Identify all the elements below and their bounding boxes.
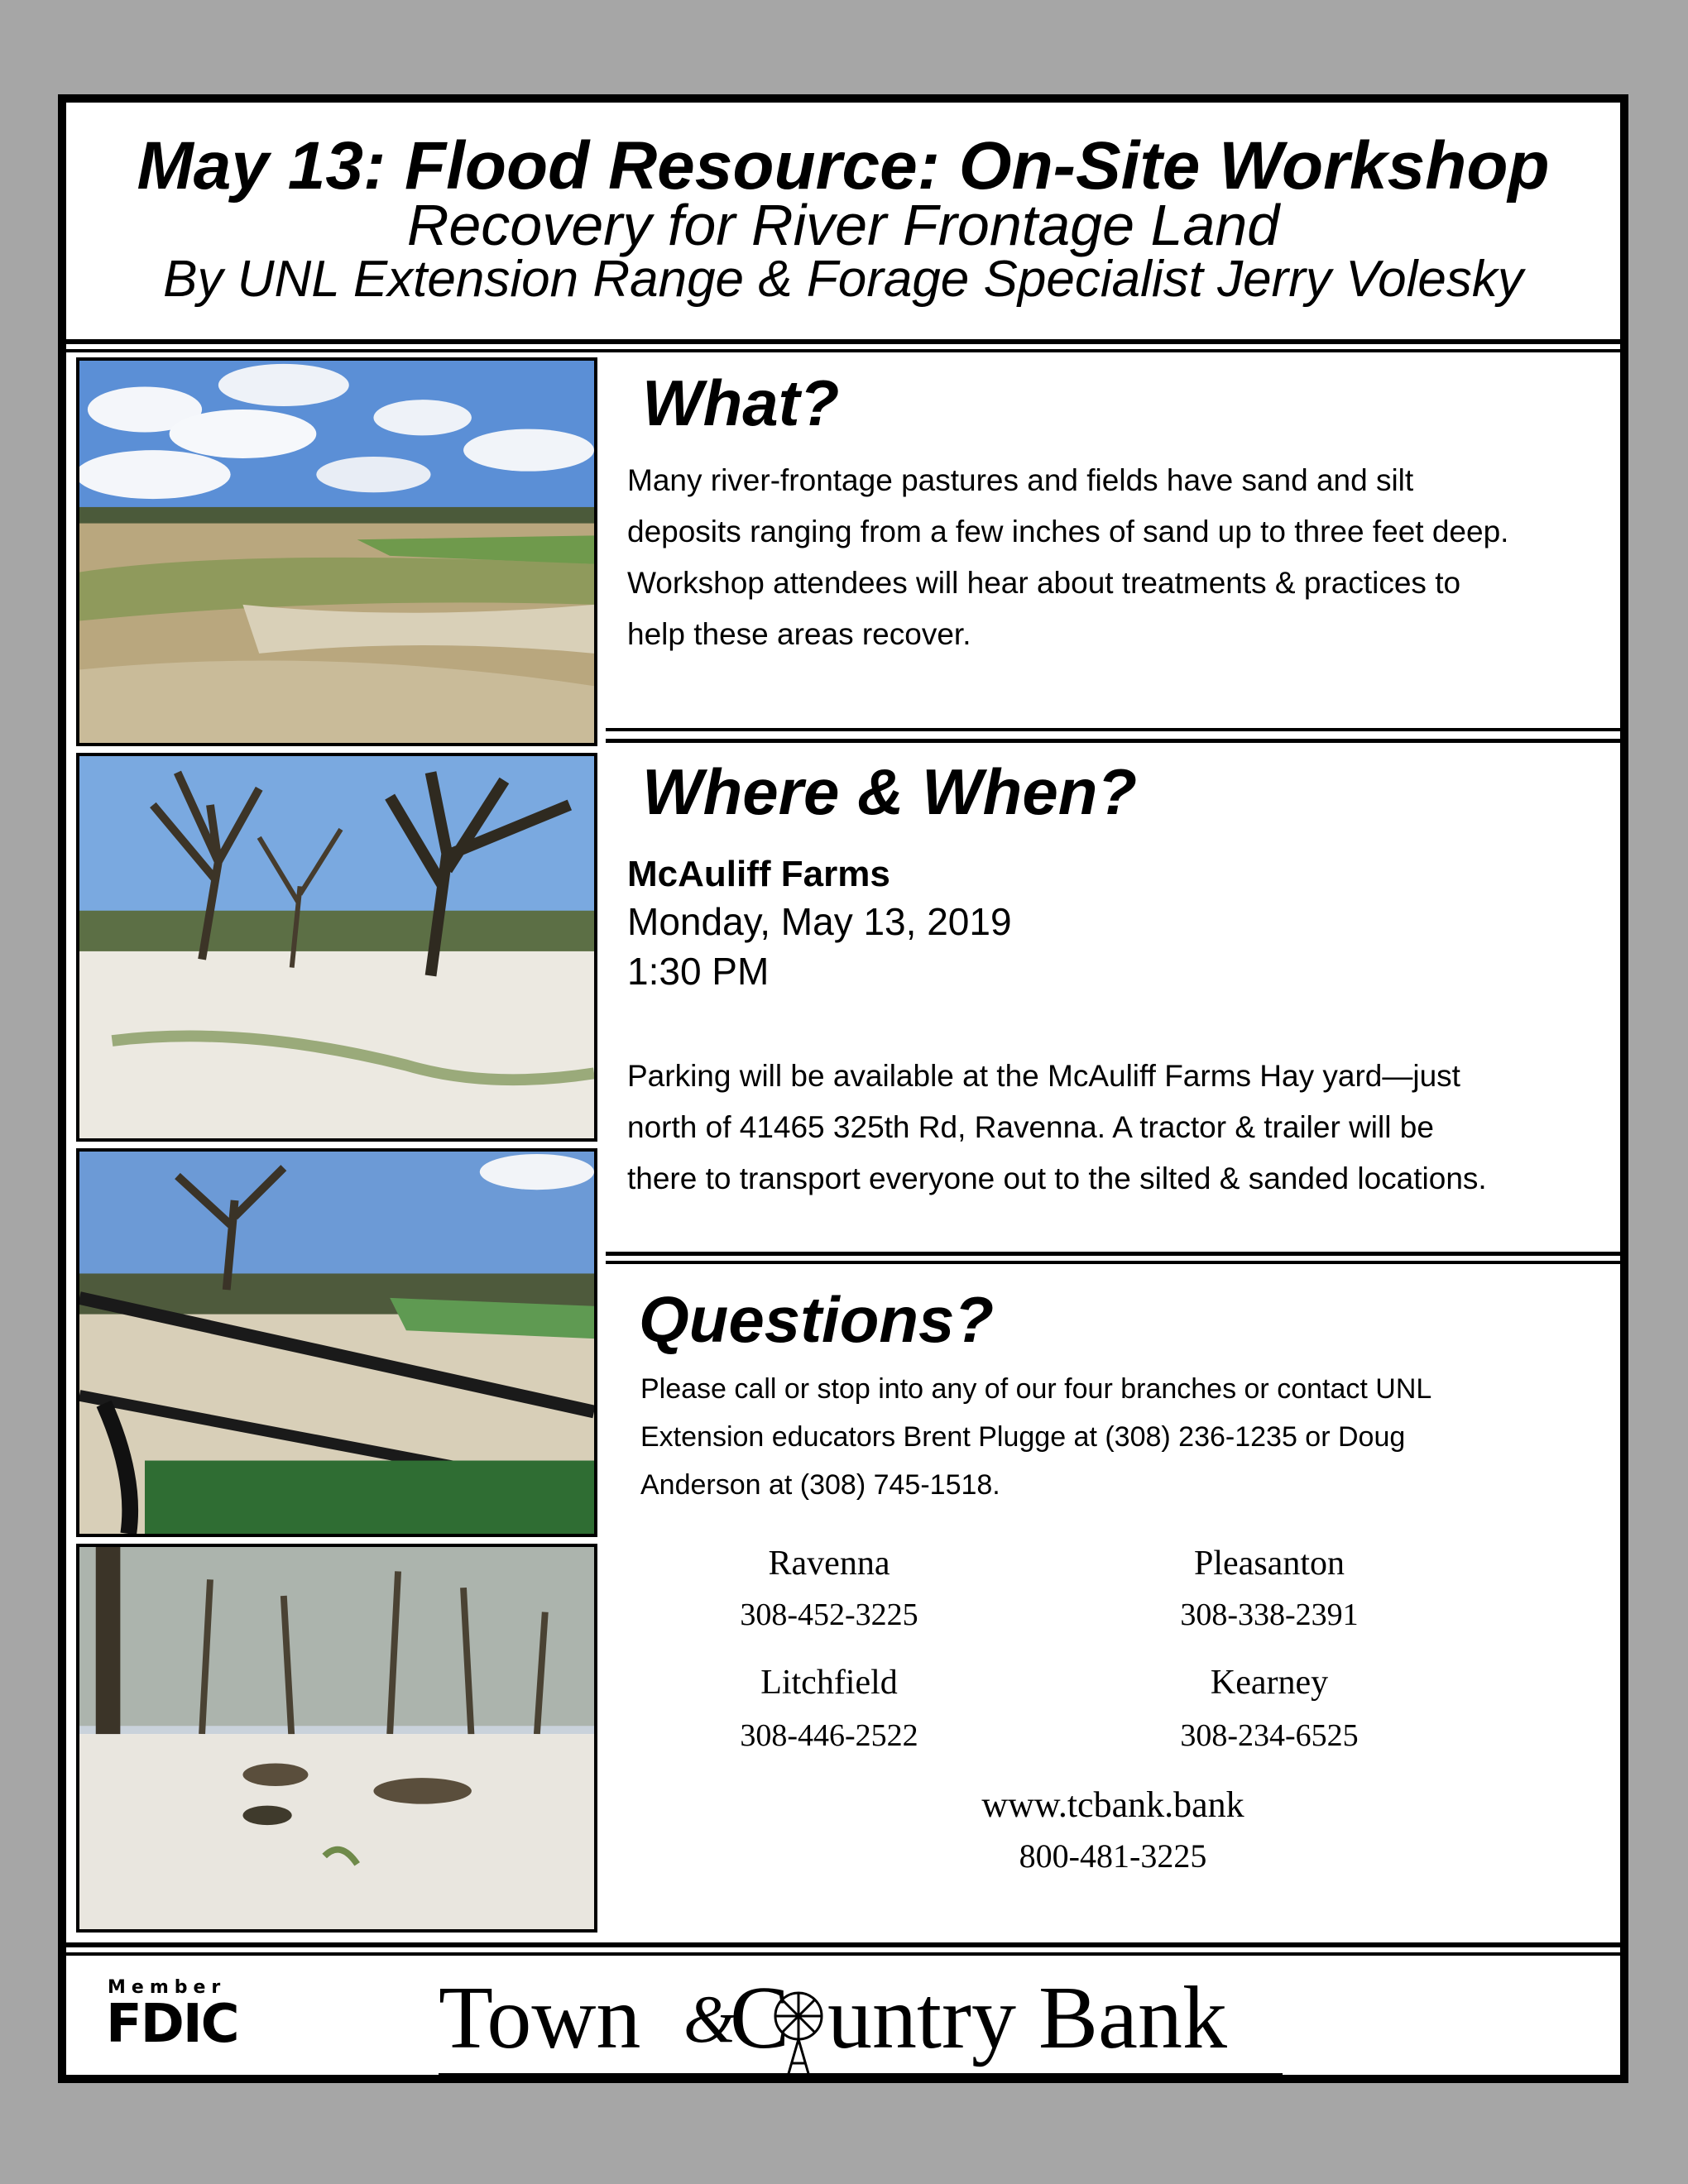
- bank-name-untry: untry Bank: [827, 1969, 1227, 2067]
- questions-line-3: Anderson at (308) 745-1518.: [640, 1469, 1000, 1501]
- vehicle-view-photo: [76, 1148, 597, 1537]
- flyer-byline: By UNL Extension Range & Forage Specialist Jerry Volesky: [163, 251, 1523, 308]
- event-time: 1:30 PM: [627, 950, 770, 993]
- what-line-2: deposits ranging from a few inches of sand up to three feet deep.: [627, 515, 1509, 548]
- bank-logo: [439, 1959, 1316, 2083]
- sanded-trees-photo: [76, 753, 597, 1142]
- flyer-title: May 13: Flood Resource: On-Site Workshop: [137, 128, 1550, 204]
- branch-litchfield-phone[interactable]: 308-446-2522: [740, 1718, 918, 1753]
- what-section: [606, 351, 1620, 743]
- flyer-page: [58, 94, 1628, 2083]
- bank-website-link[interactable]: www.tcbank.bank: [981, 1784, 1244, 1825]
- branch-ravenna-name: Ravenna: [768, 1545, 890, 1583]
- what-line-1: Many river-frontage pastures and fields have sand and silt: [627, 463, 1414, 497]
- where-when-heading: Where & When?: [642, 755, 1137, 828]
- bank-ampersand: &: [683, 1981, 736, 2057]
- where-divider: [606, 1261, 1620, 1264]
- sandy-pasture-photo: [76, 357, 597, 746]
- footer-divider-top: [66, 1942, 1620, 1947]
- windmill-icon: [770, 1987, 827, 2078]
- parking-line-2: north of 41465 325th Rd, Ravenna. A tractor & trailer will be: [627, 1110, 1434, 1144]
- what-line-3: Workshop attendees will hear about treatments & practices to: [627, 566, 1461, 600]
- questions-line-1: Please call or stop into any of our four branches or contact UNL: [640, 1373, 1432, 1405]
- what-line-4: help these areas recover.: [627, 617, 971, 651]
- branch-kearney-name: Kearney: [1210, 1664, 1329, 1702]
- toll-free-phone[interactable]: 800-481-3225: [1019, 1837, 1207, 1875]
- event-date: Monday, May 13, 2019: [627, 900, 1012, 943]
- branch-kearney-phone[interactable]: 308-234-6525: [1180, 1718, 1359, 1753]
- footer-divider-bottom: [66, 1952, 1620, 1956]
- questions-heading: Questions?: [639, 1283, 995, 1356]
- what-heading: What?: [642, 366, 840, 439]
- bank-name-c: C: [730, 1969, 790, 2067]
- branch-pleasanton-name: Pleasanton: [1194, 1545, 1345, 1583]
- branch-pleasanton-phone[interactable]: 308-338-2391: [1180, 1597, 1359, 1632]
- bank-name-town: Town: [439, 1969, 641, 2067]
- what-divider: [606, 728, 1620, 731]
- bank-logo-underline: [439, 2073, 1283, 2076]
- location-name: McAuliff Farms: [627, 854, 890, 894]
- branch-ravenna-phone[interactable]: 308-452-3225: [740, 1597, 918, 1632]
- header-divider-top: [66, 339, 1620, 344]
- where-when-section: [606, 733, 1620, 1256]
- woodland-sand-photo: [76, 1544, 597, 1933]
- branch-litchfield-name: Litchfield: [760, 1664, 898, 1702]
- questions-line-2: Extension educators Brent Plugge at (308) 236-1235 or Doug: [640, 1421, 1406, 1453]
- questions-section: [606, 1266, 1620, 1934]
- flyer-subtitle: Recovery for River Frontage Land: [406, 193, 1280, 257]
- fdic-logo: FDIC: [106, 1994, 238, 2055]
- parking-line-3: there to transport everyone out to the silted & sanded locations.: [627, 1161, 1487, 1195]
- fdic-member-text: Member: [108, 1977, 227, 1998]
- parking-line-1: Parking will be available at the McAuliff Farms Hay yard—just: [627, 1059, 1460, 1093]
